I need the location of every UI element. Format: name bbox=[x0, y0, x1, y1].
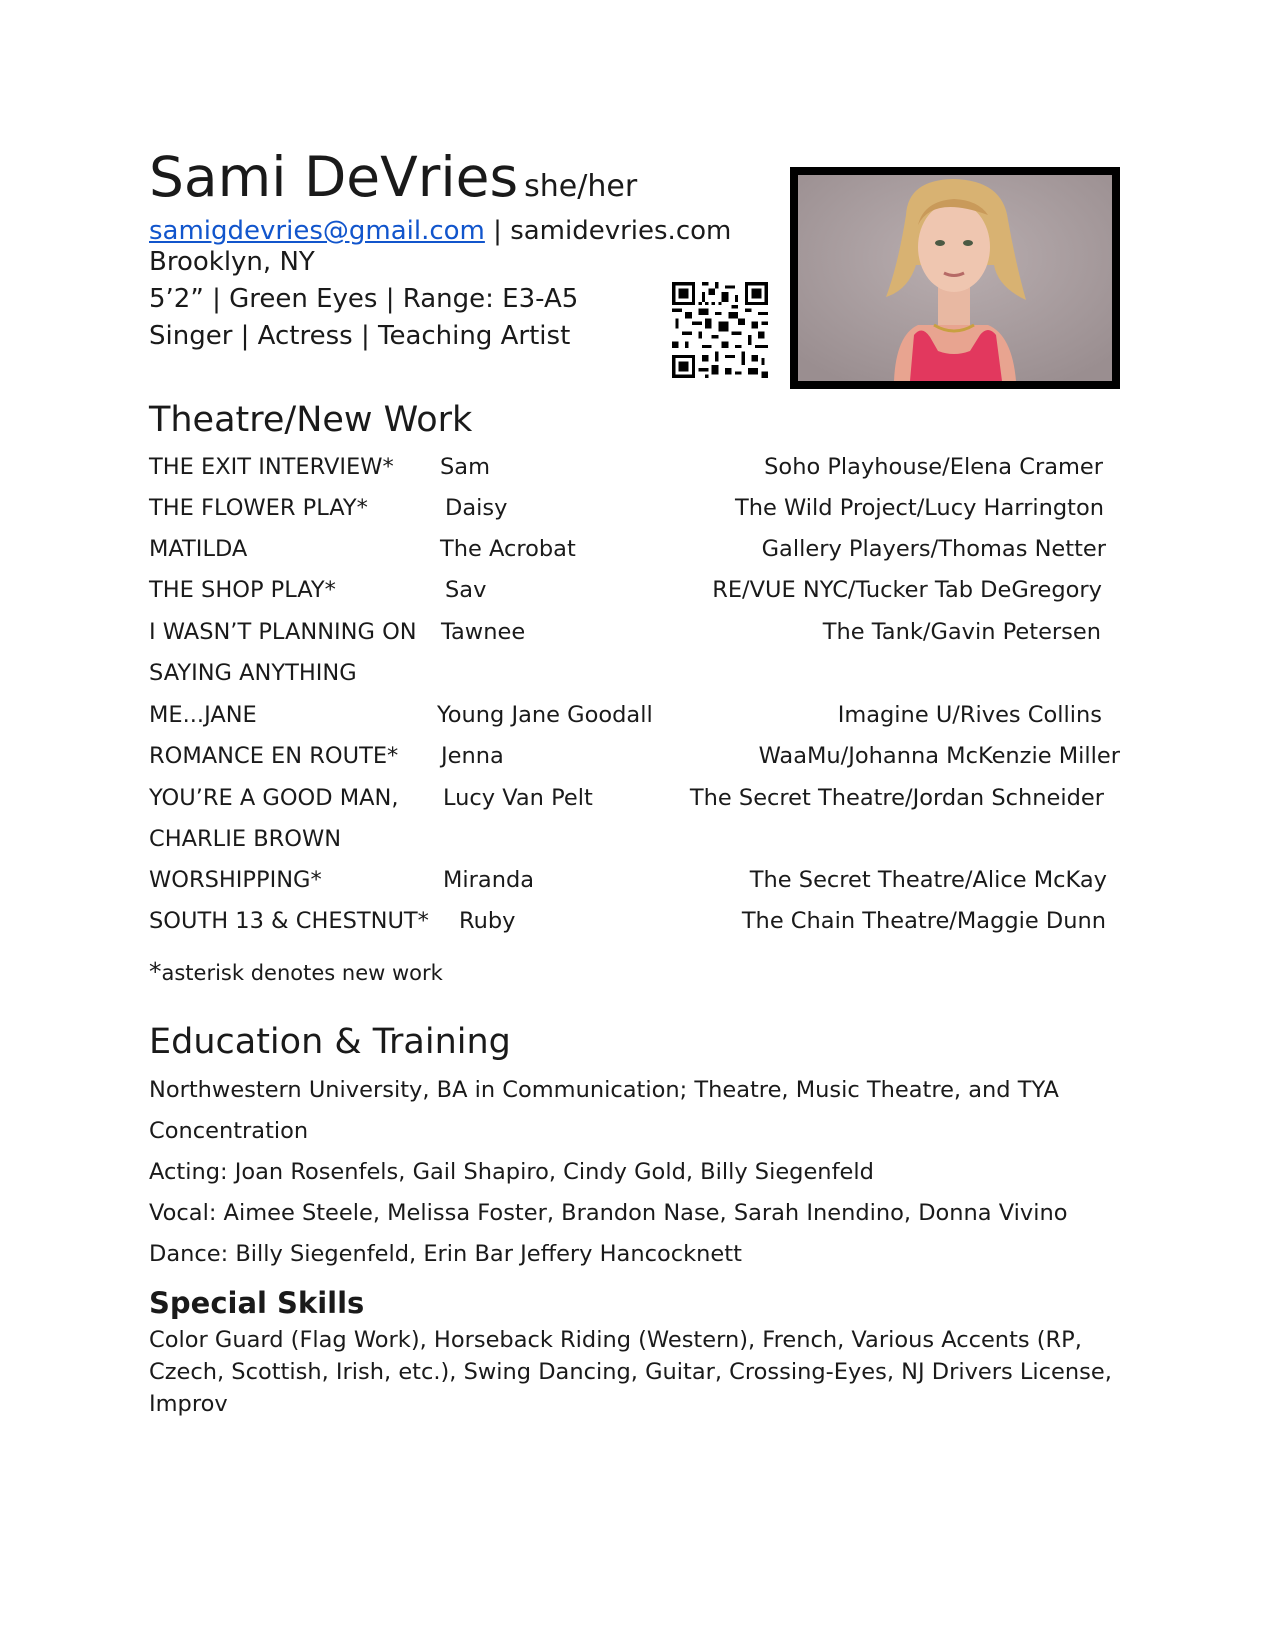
table-row-venue: Gallery Players/Thomas Netter bbox=[761, 536, 1106, 562]
table-row-venue: The Chain Theatre/Maggie Dunn bbox=[741, 908, 1106, 934]
name-heading bbox=[149, 145, 638, 209]
headshot-icon bbox=[798, 175, 1112, 381]
table-row-venue: Imagine U/Rives Collins bbox=[837, 702, 1102, 728]
location: Brooklyn, NY bbox=[149, 247, 315, 277]
skills-heading: Special Skills bbox=[149, 1286, 365, 1320]
qr-code-icon[interactable] bbox=[672, 282, 768, 378]
education-degree-continued: Concentration bbox=[149, 1118, 309, 1144]
table-row-show: WORSHIPPING* bbox=[149, 867, 322, 893]
theatre-heading: Theatre/New Work bbox=[149, 400, 473, 440]
table-row-show: ROMANCE EN ROUTE* bbox=[149, 743, 399, 769]
stats: 5’2” | Green Eyes | Range: E3-A5 bbox=[149, 284, 579, 314]
headshot-photo bbox=[790, 167, 1120, 389]
table-row-venue: WaaMu/Johanna McKenzie Miller bbox=[758, 743, 1120, 769]
table-row-show: YOU’RE A GOOD MAN, bbox=[149, 785, 399, 811]
table-row-role: Miranda bbox=[443, 867, 535, 893]
asterisk-note bbox=[149, 957, 443, 986]
table-row-show: THE EXIT INTERVIEW* bbox=[149, 454, 394, 480]
email-link[interactable]: samigdevries@gmail.com bbox=[149, 216, 485, 246]
table-row-show: THE FLOWER PLAY* bbox=[149, 495, 368, 521]
table-row-show-continued: SAYING ANYTHING bbox=[149, 660, 357, 686]
education-acting: Acting: Joan Rosenfels, Gail Shapiro, Cindy Gold, Billy Siegenfeld bbox=[149, 1159, 874, 1185]
education-degree: Northwestern University, BA in Communication; Theatre, Music Theatre, and TYA bbox=[149, 1077, 1059, 1103]
table-row-role: Sam bbox=[440, 454, 490, 480]
pronouns: she/her bbox=[524, 169, 638, 204]
education-heading: Education & Training bbox=[149, 1022, 511, 1062]
roles: Singer | Actress | Teaching Artist bbox=[149, 321, 571, 351]
table-row-show: THE SHOP PLAY* bbox=[149, 577, 336, 603]
table-row-role: Sav bbox=[445, 577, 487, 603]
table-row-role: Tawnee bbox=[441, 619, 526, 645]
asterisk-note-text: asterisk denotes new work bbox=[161, 961, 443, 985]
education-vocal: Vocal: Aimee Steele, Melissa Foster, Brandon Nase, Sarah Inendino, Donna Vivino bbox=[149, 1200, 1068, 1226]
asterisk-mark: * bbox=[149, 957, 162, 986]
contact-line bbox=[149, 216, 731, 246]
table-row-role: Daisy bbox=[445, 495, 508, 521]
table-row-show: SOUTH 13 & CHESTNUT* bbox=[149, 908, 429, 934]
table-row-show: ME...JANE bbox=[149, 702, 257, 728]
table-row-show: I WASN’T PLANNING ON bbox=[149, 619, 417, 645]
table-row-role: Young Jane Goodall bbox=[437, 702, 653, 728]
table-row-show: MATILDA bbox=[149, 536, 248, 562]
table-row-venue: The Secret Theatre/Jordan Schneider bbox=[689, 785, 1104, 811]
website: samidevries.com bbox=[510, 216, 732, 246]
table-row-show-continued: CHARLIE BROWN bbox=[149, 826, 342, 852]
table-row-venue: Soho Playhouse/Elena Cramer bbox=[764, 454, 1103, 480]
skills-text: Color Guard (Flag Work), Horseback Riding (Western), French, Various Accents (RP, Czech, Scottish, Irish, etc.), Swing Dancing, Guitar, Crossing-Eyes, NJ Drivers License, Improv bbox=[149, 1327, 1112, 1417]
table-row-role: Ruby bbox=[459, 908, 516, 934]
table-row-role: The Acrobat bbox=[440, 536, 576, 562]
table-row-venue: The Tank/Gavin Petersen bbox=[822, 619, 1101, 645]
table-row-venue: The Wild Project/Lucy Harrington bbox=[735, 495, 1104, 521]
table-row-role: Jenna bbox=[441, 743, 504, 769]
table-row-venue: The Secret Theatre/Alice McKay bbox=[749, 867, 1107, 893]
table-row-role: Lucy Van Pelt bbox=[443, 785, 593, 811]
education-dance: Dance: Billy Siegenfeld, Erin Bar Jeffery Hancocknett bbox=[149, 1241, 742, 1267]
table-row-venue: RE/VUE NYC/Tucker Tab DeGregory bbox=[712, 577, 1102, 603]
contact-separator: | bbox=[484, 216, 511, 246]
full-name: Sami DeVries bbox=[149, 145, 519, 209]
